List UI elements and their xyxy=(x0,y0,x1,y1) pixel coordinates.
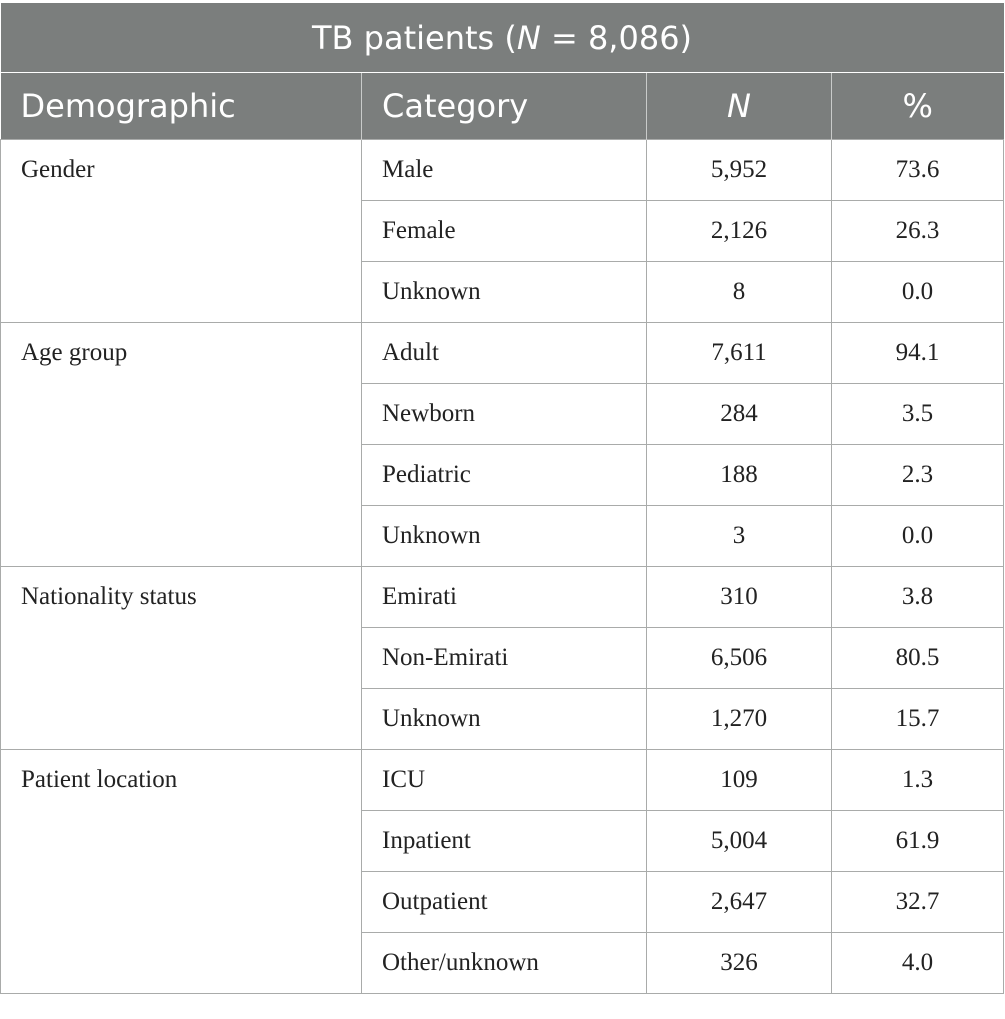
table-row xyxy=(1,445,1004,506)
cell-percent: 32.7 xyxy=(832,872,1004,933)
header-demographic: Demographic xyxy=(1,73,362,140)
table-header-row xyxy=(1,73,1004,140)
cell-category: Adult xyxy=(362,323,647,384)
cell-percent: 4.0 xyxy=(832,933,1004,994)
cell-percent: 61.9 xyxy=(832,811,1004,872)
table-body xyxy=(1,140,1004,994)
cell-percent: 15.7 xyxy=(832,689,1004,750)
cell-n: 3 xyxy=(647,506,832,567)
cell-demographic xyxy=(1,262,362,323)
header-category: Category xyxy=(362,73,647,140)
table-row xyxy=(1,872,1004,933)
cell-category: Pediatric xyxy=(362,445,647,506)
cell-category: Non-Emirati xyxy=(362,628,647,689)
cell-percent: 2.3 xyxy=(832,445,1004,506)
cell-demographic xyxy=(1,506,362,567)
cell-percent: 73.6 xyxy=(832,140,1004,201)
cell-n: 284 xyxy=(647,384,832,445)
cell-percent: 3.8 xyxy=(832,567,1004,628)
cell-demographic xyxy=(1,201,362,262)
cell-n: 326 xyxy=(647,933,832,994)
header-n xyxy=(647,73,832,140)
cell-n: 188 xyxy=(647,445,832,506)
cell-category: Male xyxy=(362,140,647,201)
cell-n: 6,506 xyxy=(647,628,832,689)
table-row xyxy=(1,567,1004,628)
cell-category: Unknown xyxy=(362,506,647,567)
table-title-prefix: TB patients ( xyxy=(311,18,517,57)
cell-demographic xyxy=(1,384,362,445)
cell-percent: 0.0 xyxy=(832,506,1004,567)
cell-demographic xyxy=(1,811,362,872)
table-row xyxy=(1,811,1004,872)
cell-category: Emirati xyxy=(362,567,647,628)
table-title xyxy=(1,3,1004,73)
cell-percent: 3.5 xyxy=(832,384,1004,445)
cell-category: Newborn xyxy=(362,384,647,445)
table-title-n: N xyxy=(516,18,541,57)
cell-demographic: Patient location xyxy=(1,750,362,811)
cell-percent: 94.1 xyxy=(832,323,1004,384)
cell-n: 5,952 xyxy=(647,140,832,201)
header-percent: % xyxy=(832,73,1004,140)
table-title-row xyxy=(1,3,1004,73)
cell-category: Other/unknown xyxy=(362,933,647,994)
table-row xyxy=(1,201,1004,262)
table-row xyxy=(1,750,1004,811)
cell-category: Inpatient xyxy=(362,811,647,872)
cell-n: 2,647 xyxy=(647,872,832,933)
table-row xyxy=(1,506,1004,567)
table-row xyxy=(1,628,1004,689)
cell-demographic: Gender xyxy=(1,140,362,201)
table-row xyxy=(1,689,1004,750)
table-row xyxy=(1,323,1004,384)
cell-demographic xyxy=(1,628,362,689)
cell-percent: 26.3 xyxy=(832,201,1004,262)
cell-n: 7,611 xyxy=(647,323,832,384)
table-row xyxy=(1,140,1004,201)
cell-n: 310 xyxy=(647,567,832,628)
cell-category: Outpatient xyxy=(362,872,647,933)
cell-demographic: Nationality status xyxy=(1,567,362,628)
cell-category: Unknown xyxy=(362,689,647,750)
cell-n: 5,004 xyxy=(647,811,832,872)
cell-category: ICU xyxy=(362,750,647,811)
cell-demographic xyxy=(1,445,362,506)
demographics-table-container xyxy=(0,3,1003,994)
cell-demographic: Age group xyxy=(1,323,362,384)
cell-demographic xyxy=(1,872,362,933)
cell-percent: 0.0 xyxy=(832,262,1004,323)
cell-n: 109 xyxy=(647,750,832,811)
table-row xyxy=(1,262,1004,323)
cell-n: 1,270 xyxy=(647,689,832,750)
table-title-suffix: = 8,086) xyxy=(540,18,693,57)
header-n-label: N xyxy=(727,87,751,125)
demographics-table xyxy=(0,3,1004,994)
cell-demographic xyxy=(1,933,362,994)
cell-demographic xyxy=(1,689,362,750)
cell-n: 2,126 xyxy=(647,201,832,262)
table-row xyxy=(1,933,1004,994)
cell-category: Unknown xyxy=(362,262,647,323)
cell-category: Female xyxy=(362,201,647,262)
cell-n: 8 xyxy=(647,262,832,323)
cell-percent: 80.5 xyxy=(832,628,1004,689)
cell-percent: 1.3 xyxy=(832,750,1004,811)
table-row xyxy=(1,384,1004,445)
